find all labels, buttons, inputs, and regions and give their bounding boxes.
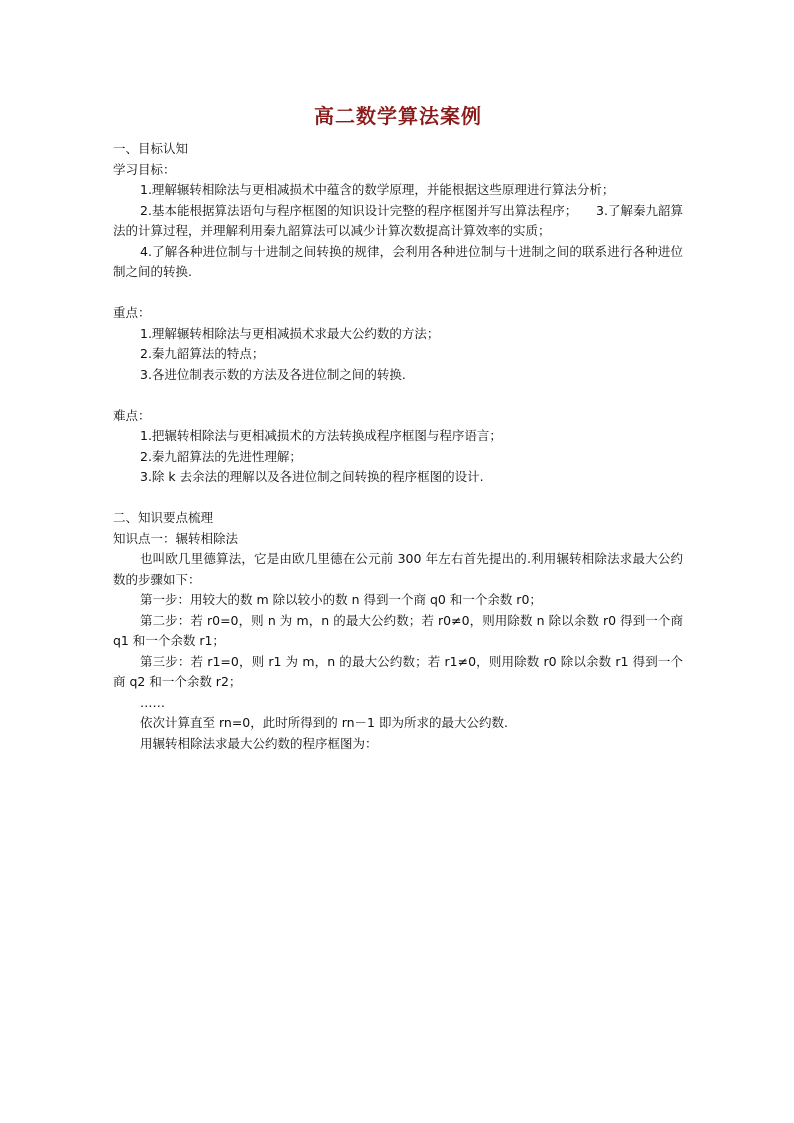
goal-item: 1.理解辗转相除法与更相减损术中蕴含的数学原理，并能根据这些原理进行算法分析； <box>140 182 615 197</box>
goals-label: 学习目标： <box>113 161 176 177</box>
goal-item: 4.了解各种进位制与十进制之间转换的规律，会利用各种进位制与十进制之间的联系进行各种进位制之间的转换. <box>113 243 683 279</box>
paragraph: 第三步：若 r1=0，则 r1 为 m，n 的最大公约数；若 r1≠0，则用除数 r0 除以余数 r1 得到一个商 q2 和一个余数 r2； <box>113 653 683 689</box>
difficult-points-label: 难点： <box>113 407 151 423</box>
section-heading-goals: 一、目标认知 <box>113 141 189 156</box>
paragraph: 用辗转相除法求最大公约数的程序框图为： <box>140 735 378 751</box>
spacer <box>113 385 683 406</box>
document-page <box>113 100 683 754</box>
paragraph: 依次计算直至 rn=0，此时所得到的 rn－1 即为所求的最大公约数. <box>140 715 508 730</box>
knowledge-point-label: 知识点一：辗转相除法 <box>113 530 239 546</box>
key-point-item: 2.秦九韶算法的特点； <box>140 346 265 361</box>
paragraph: …… <box>140 694 165 710</box>
difficult-point-item: 3.除 k 去余法的理解以及各进位制之间转换的程序框图的设计. <box>140 469 484 484</box>
spacer <box>113 283 683 304</box>
spacer <box>113 488 683 509</box>
section-heading-knowledge: 二、知识要点梳理 <box>113 510 214 525</box>
key-point-item: 1.理解辗转相除法与更相减损术求最大公约数的方法； <box>140 325 440 341</box>
difficult-point-item: 1.把辗转相除法与更相减损术的方法转换成程序框图与程序语言； <box>140 428 502 443</box>
paragraph: 第二步：若 r0=0，则 n 为 m，n 的最大公约数；若 r0≠0，则用除数 n 除以余数 r0 得到一个商 q1 和一个余数 r1； <box>113 612 683 648</box>
difficult-point-item: 2.秦九韶算法的先进性理解； <box>140 448 302 464</box>
goal-item: 2.基本能根据算法语句与程序框图的知识设计完整的程序框图并写出算法程序； 3.了解秦九韶算法的计算过程，并理解利用秦九韶算法可以减少计算次数提高计算效率的实质； <box>113 202 683 238</box>
paragraph: 第一步：用较大的数 m 除以较小的数 n 得到一个商 q0 和一个余数 r0； <box>140 592 542 607</box>
key-points-label: 重点： <box>113 305 151 320</box>
paragraph: 也叫欧几里德算法，它是由欧几里德在公元前 300 年左右首先提出的.利用辗转相除法求最大公约数的步骤如下： <box>113 551 683 587</box>
document-title: 高二数学算法案例 <box>314 104 482 128</box>
key-point-item: 3.各进位制表示数的方法及各进位制之间的转换. <box>140 366 406 382</box>
